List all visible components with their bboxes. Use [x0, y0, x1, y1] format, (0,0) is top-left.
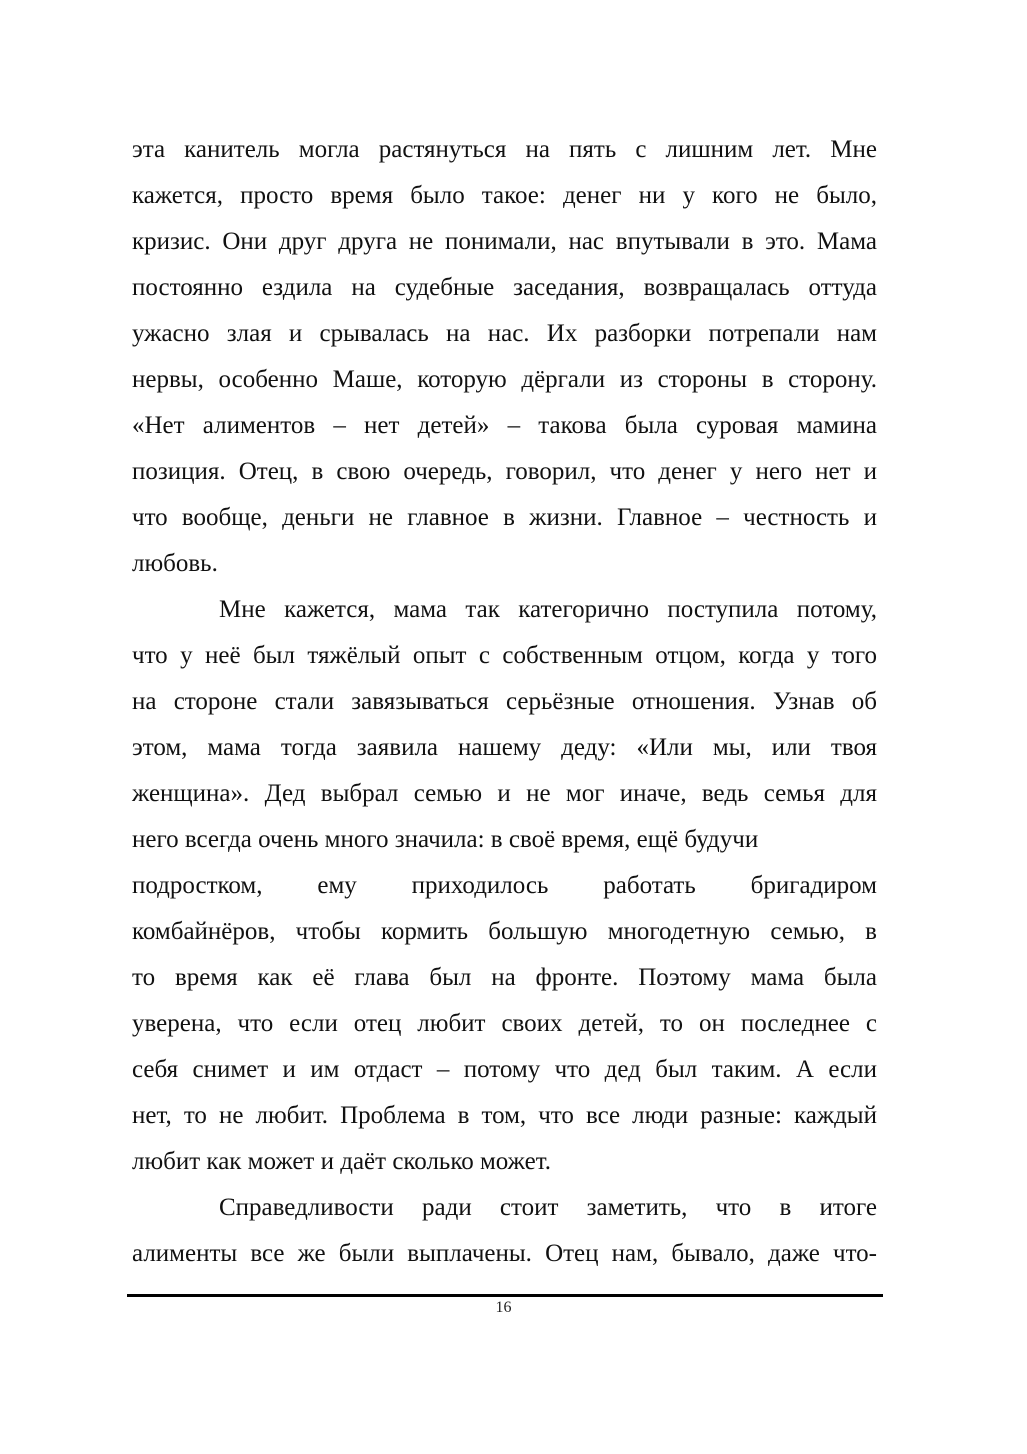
text-line: постоянно ездила на судебные заседания, возвращалась оттуда — [132, 274, 877, 301]
text-line: комбайнёров, чтобы кормить большую многодетную семью, в — [132, 918, 877, 945]
text-line: нервы, особенно Маше, которую дёргали из стороны в сторону. — [132, 366, 877, 393]
paragraph-2 — [132, 587, 877, 1185]
body-text — [132, 127, 877, 1277]
paragraph-3 — [132, 1185, 877, 1277]
text-line: подростком, ему приходилось работать бригадиром — [132, 872, 877, 899]
text-line: кризис. Они друг друга не понимали, нас впутывали в это. Мама — [132, 228, 877, 255]
text-line: алименты все же были выплачены. Отец нам, бывало, даже что- — [132, 1240, 877, 1267]
text-line: ужасно злая и срывалась на нас. Их разборки потрепали нам — [132, 320, 877, 347]
text-line: любит как может и даёт сколько может. — [132, 1148, 551, 1175]
text-line: Мне кажется, мама так категорично поступила потому, — [219, 596, 877, 623]
text-line: что вообще, деньги не главное в жизни. Главное – честность и — [132, 504, 877, 531]
text-line: нет, то не любит. Проблема в том, что все люди разные: каждый — [132, 1102, 877, 1129]
text-line: то время как её глава был на фронте. Поэтому мама была — [132, 964, 877, 991]
text-line: этом, мама тогда заявила нашему деду: «Или мы, или твоя — [132, 734, 877, 761]
footer-divider — [127, 1294, 883, 1297]
text-line: что у неё был тяжёлый опыт с собственным отцом, когда у того — [132, 642, 877, 669]
text-line: себя снимет и им отдаст – потому что дед был таким. А если — [132, 1056, 877, 1083]
text-line: женщина». Дед выбрал семью и не мог иначе, ведь семья для — [132, 780, 877, 807]
text-line: «Нет алиментов – нет детей» – такова была суровая мамина — [132, 412, 877, 439]
text-line: Справедливости ради стоит заметить, что в итоге — [219, 1194, 877, 1221]
page-number: 16 — [495, 1299, 512, 1316]
text-line: кажется, просто время было такое: денег ни у кого не было, — [132, 182, 877, 209]
text-line: на стороне стали завязываться серьёзные отношения. Узнав об — [132, 688, 877, 715]
text-line: него всегда очень много значила: в своё время, ещё будучи — [132, 826, 759, 853]
text-line: эта канитель могла растянуться на пять с лишним лет. Мне — [132, 136, 877, 163]
text-line: уверена, что если отец любит своих детей, то он последнее с — [132, 1010, 877, 1037]
text-line: любовь. — [132, 550, 218, 577]
text-line: позиция. Отец, в свою очередь, говорил, что денег у него нет и — [132, 458, 877, 485]
paragraph-1 — [132, 127, 877, 587]
